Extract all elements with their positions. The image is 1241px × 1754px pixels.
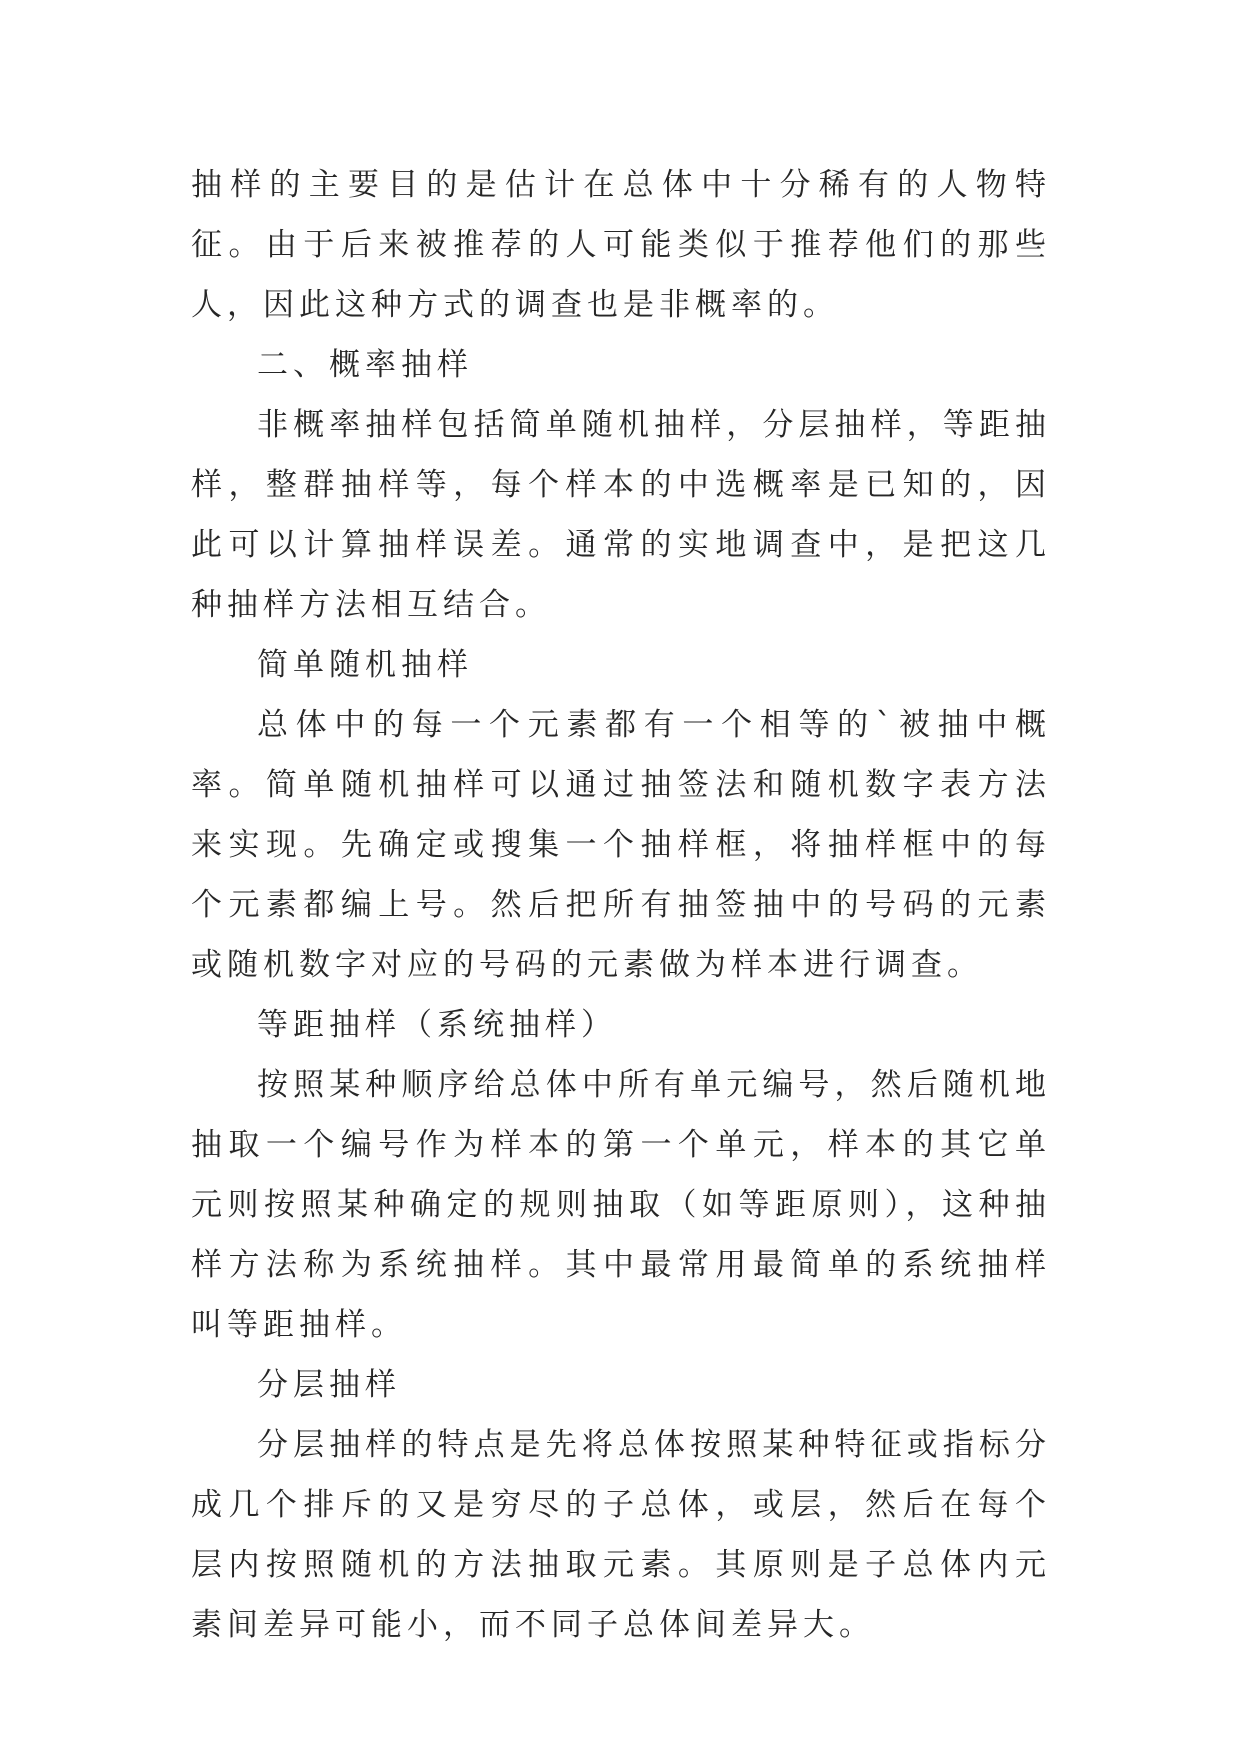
subheading-stratified-sampling: 分层抽样: [257, 1367, 401, 1403]
document-body: [191, 155, 1051, 1655]
paragraph-probability-sampling: 非概率抽样包括简单随机抽样，分层抽样，等距抽样，整群抽样等，每个样本的中选概率是已知的，因此可以计算抽样误差。通常的实地调查中，是把这几种抽样方法相互结合。: [191, 407, 1051, 623]
paragraph-continuation: 抽样的主要目的是估计在总体中十分稀有的人物特征。由于后来被推荐的人可能类似于推荐他们的那些人，因此这种方式的调查也是非概率的。: [191, 167, 1051, 323]
subheading-systematic-sampling: 等距抽样（系统抽样）: [257, 1007, 617, 1043]
paragraph-simple-random-sampling: 总体中的每一个元素都有一个相等的`被抽中概率。简单随机抽样可以通过抽签法和随机数字表方法来实现。先确定或搜集一个抽样框，将抽样框中的每个元素都编上号。然后把所有抽签抽中的号码的元素或随机数字对应的号码的元素做为样本进行调查。: [191, 707, 1051, 983]
paragraph-stratified-sampling: 分层抽样的特点是先将总体按照某种特征或指标分成几个排斥的又是穷尽的子总体，或层，然后在每个层内按照随机的方法抽取元素。其原则是子总体内元素间差异可能小，而不同子总体间差异大。: [191, 1427, 1051, 1643]
section-heading-probability-sampling: 二、概率抽样: [257, 347, 473, 383]
paragraph-systematic-sampling: 按照某种顺序给总体中所有单元编号，然后随机地抽取一个编号作为样本的第一个单元，样本的其它单元则按照某种确定的规则抽取（如等距原则），这种抽样方法称为系统抽样。其中最常用最简单的系统抽样叫等距抽样。: [191, 1067, 1051, 1343]
subheading-simple-random-sampling: 简单随机抽样: [257, 647, 473, 683]
